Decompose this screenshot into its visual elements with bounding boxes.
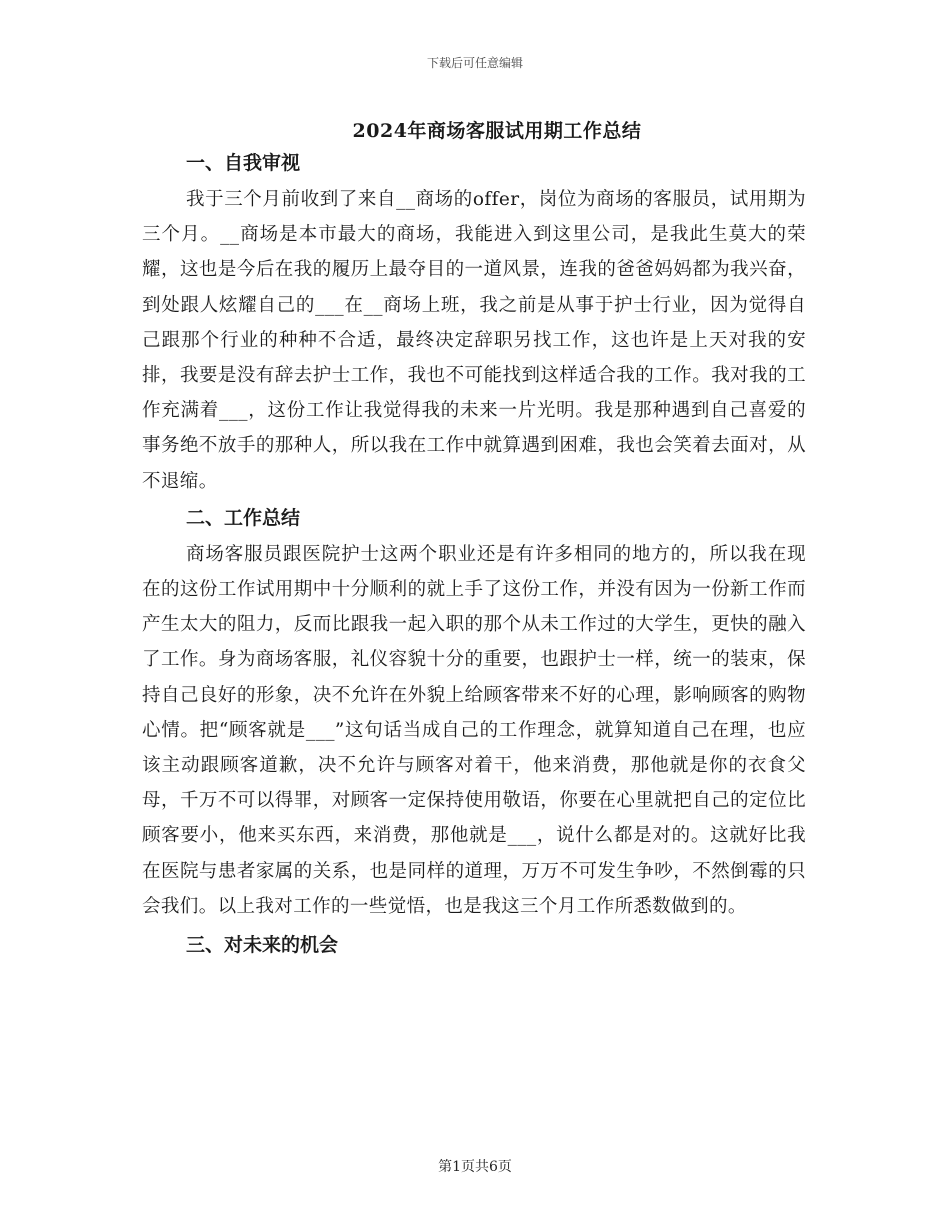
section-paragraph-work-summary: 商场客服员跟医院护士这两个职业还是有许多相同的地方的，所以我在现在的这份工作试用期中十分顺利的就上手了这份工作，并没有因为一份新工作而产生太大的阻力，反而比跟我一起入职的那个从未工作过的大学生，更快的融入了工作。身为商场客服，礼仪容貌十分的重要，也跟护士一样，统一的装束，保持自己良好的形象，决不允许在外貌上给顾客带来不好的心理，影响顾客的购物心情。把“顾客就是___”这句话当成自己的工作理念，就算知道自己在理，也应该主动跟顾客道歉，决不允许与顾客对着干，他来消费，那他就是你的衣食父母，千万不可以得罪，对顾客一定保持使用敬语，你要在心里就把自己的定位比顾客要小，他来买东西，来消费，那他就是___，说什么都是对的。这就好比我在医院与患者家属的关系，也是同样的道理，万万不可发生争吵，不然倒霉的只会我们。以上我对工作的一些觉悟，也是我这三个月工作所悉数做到的。 — [142, 543, 806, 917]
document-body — [142, 146, 806, 962]
document-title: 2024年商场客服试用期工作总结 — [352, 120, 642, 142]
page-footer: 第1页共6页 — [438, 1159, 512, 1175]
section-paragraph-self-review: 我于三个月前收到了来自__商场的offer，岗位为商场的客服员，试用期为三个月。__商场是本市最大的商场，我能进入到这里公司，是我此生莫大的荣耀，这也是今后在我的履历上最夺目的一道风景，连我的爸爸妈妈都为我兴奋，到处跟人炫耀自己的___在__商场上班，我之前是从事于护士行业，因为觉得自己跟那个行业的种种不合适，最终决定辞职另找工作，这也许是上天对我的安排，我要是没有辞去护士工作，我也不可能找到这样适合我的工作。我对我的工作充满着___，这份工作让我觉得我的未来一片光明。我是那种遇到自己喜爱的事务绝不放手的那种人，所以我在工作中就算遇到困难，我也会笑着去面对，从不退缩。 — [142, 189, 806, 492]
section-heading-work-summary: 二、工作总结 — [186, 506, 301, 529]
section-heading-future-opportunity: 三、对未来的机会 — [186, 934, 339, 957]
header-note: 下载后可任意编辑 — [426, 56, 523, 70]
section-heading-self-review: 一、自我审视 — [186, 152, 301, 174]
